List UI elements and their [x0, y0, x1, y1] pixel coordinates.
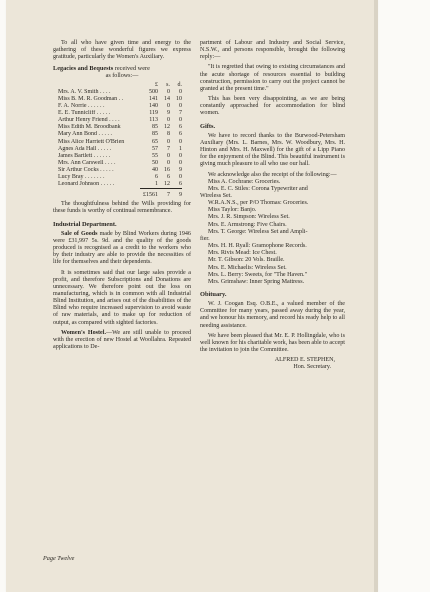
legacy-pounds: 6	[155, 174, 158, 180]
legacy-pence: 6	[179, 181, 182, 188]
legacy-row	[58, 160, 182, 167]
subscriptions-paragraph: It is sometimes said that our large sales provide a profit, and therefore Subscriptions and Donations are unnecessary. We therefore point out the loss on manufacturing, which is in common with all Industrial Blind Institution, and arises out of the disabilities of the Blind who require increased supervision to avoid waste of raw materials, and to make up for reduction of output, as compared with sighted factories.	[53, 269, 191, 326]
legacy-row	[58, 124, 182, 131]
legacy-pence: 0	[179, 138, 182, 145]
gift-item: Mrs. Grimshaw: Inner Spring Mattress.	[208, 278, 305, 285]
page-footer: Page Twelve	[43, 555, 75, 562]
legacy-name: Mrs. Ann Carswell . . . .	[58, 159, 116, 166]
legacy-row	[58, 146, 182, 153]
quote-paragraph: "It is regretted that owing to existing circumstances and the acute shortage of resources essential to building construction, permission to carry out the project cannot be granted at the present time."	[200, 64, 345, 92]
gift-item: Mrs. E. Armstrong: Five Chairs.	[208, 221, 287, 228]
legacy-pounds: 140	[149, 103, 158, 110]
legacy-name: Miss B. M. R. Goodman . .	[58, 95, 124, 102]
legacy-shillings: 0	[167, 159, 170, 166]
disappointing-paragraph: This has been very disappointing, as we are being constantly approached for accommodation for blind women.	[200, 96, 345, 117]
legacy-shillings: 12	[164, 181, 170, 188]
continued-paragraph: partment of Labour and Industry and Social Service, N.S.W., and persons responsible, brought the following reply:—	[200, 40, 345, 61]
hostel-paragraph	[53, 330, 191, 351]
legacy-shillings: 0	[167, 138, 170, 145]
legacy-name: Sir Arthur Cocks . . . . .	[58, 166, 114, 173]
legacy-shillings: 6	[167, 174, 170, 180]
gift-list	[200, 179, 345, 286]
legacy-row	[58, 153, 182, 160]
legacy-pence: 6	[179, 131, 182, 138]
legacy-pence: 7	[179, 110, 182, 117]
legacies-received-text: received were	[114, 65, 150, 73]
legacy-name: Mrs. A. V. Smith . . . .	[58, 88, 111, 95]
gifts-heading: Gifts.	[200, 122, 216, 130]
legacies-heading-line	[53, 65, 191, 72]
legacy-pounds: 65	[152, 138, 158, 145]
legacy-shillings: 0	[167, 88, 170, 95]
signature-title: Hon. Secretary.	[293, 364, 331, 371]
sale-paragraph	[53, 231, 191, 267]
left-column	[53, 40, 191, 354]
legacy-pence: 0	[179, 174, 182, 180]
legacy-name: E. E. Tunnicliff . . . . .	[58, 110, 111, 117]
legacy-pence: 0	[179, 88, 182, 95]
legacies-subheading: as follows:—	[105, 72, 139, 79]
legacy-row	[58, 131, 182, 138]
total-pounds: £1561	[140, 189, 158, 200]
legacy-name: F. A. Norrie . . . . . .	[58, 103, 105, 110]
legacy-name: Leonard Johnson . . . . .	[58, 181, 115, 188]
legacy-shillings: 16	[164, 166, 170, 173]
legacy-row	[58, 96, 182, 103]
legacy-shillings: 8	[167, 131, 170, 138]
legacy-pence: 1	[179, 145, 182, 152]
gift-item: Mr. T. Gibson: 20 Vols. Braille.	[208, 257, 285, 264]
legacy-pounds: 55	[152, 152, 158, 159]
page-edge	[374, 0, 378, 592]
legacies-heading: Legacies and Bequests	[53, 65, 114, 73]
legacy-row	[58, 103, 182, 110]
shillings-header: s.	[166, 81, 170, 88]
total-pence: 9	[170, 189, 182, 200]
legacy-pence: 0	[179, 103, 182, 110]
gift-item: W.R.A.N.S., per P/O Thomas: Groceries.	[208, 200, 309, 207]
legacy-shillings: 0	[167, 117, 170, 124]
legacy-shillings: 9	[167, 110, 170, 117]
legacy-row	[58, 110, 182, 117]
gift-item: Mrs. J. R. Simpson: Wireless Set.	[208, 214, 290, 221]
legacy-row	[58, 174, 182, 181]
gift-item: Mrs. E. Michaelis: Wireless Set.	[208, 264, 287, 271]
gifts-paragraph: We have to record thanks to the Burwood-Petersham Auxiliary (Mrs. L. Barnes, Mrs. W. Woodbury, Mrs. H. Hinton and Mrs. H. Maxwell) for the gift of a Lipp Piano for the enjoyment of the Blind. This beautiful instrument is giving much pleasure to all who use our hall.	[200, 132, 345, 168]
legacy-shillings: 14	[164, 95, 170, 102]
legacy-shillings: 12	[164, 124, 170, 131]
legacy-pounds: 57	[152, 145, 158, 152]
hollingdale-paragraph: We have been pleased that Mr. E. P. Hollingdale, who is well known for his charitable work, has been able to accept the invitation to join the Committee.	[200, 332, 345, 354]
acknowledge-paragraph: We acknowledge also the receipt of the following:—	[208, 171, 337, 178]
legacy-pence: 0	[179, 117, 182, 124]
legacy-name: Miss Alice Harriett O'Brien	[58, 138, 125, 145]
legacy-name: Agnes Ada Hall . . . . .	[58, 145, 112, 152]
legacies-total-row	[58, 189, 182, 200]
sale-text: made by Blind Workers during 1946 were £31,997 5s. 9d. and the quality of the goods produced is recognised as a credit to the workers who by their industry are able to provide the necessities of life for themselves and their dependents.	[53, 230, 191, 266]
legacy-pence: 0	[179, 152, 182, 159]
intro-paragraph: To all who have given time and energy to the gathering of these wonderful figures we express gratitude, particularly the Women's Auxiliary.	[53, 40, 191, 61]
legacy-row	[58, 167, 182, 174]
gift-item: Mrs. H. H. Ryall: Gramophone Records.	[208, 243, 307, 250]
legacy-pence: 9	[179, 166, 182, 173]
legacy-pounds: 141	[149, 95, 158, 102]
legacy-pounds: 1	[155, 181, 158, 188]
legacy-name: Arthur Henry Friend . . . .	[58, 117, 120, 124]
legacy-name: James Bartlett . . . . . .	[58, 152, 111, 159]
legacy-pounds: 113	[149, 117, 158, 124]
legacy-row	[58, 181, 182, 189]
signature-name: ALFRED E. STEPHEN,	[274, 357, 335, 364]
legacy-pounds: 50	[152, 159, 158, 166]
gift-item: Wireless Set.	[200, 192, 232, 199]
gift-item: Miss A. Cochrane: Groceries.	[208, 178, 281, 185]
wills-paragraph: The thoughtfulness behind the Wills providing for these funds is worthy of continual remembrance.	[53, 201, 191, 215]
legacy-row	[58, 117, 182, 124]
legacy-pounds: 40	[152, 166, 158, 173]
legacy-name: Lucy Bray . . . . . . .	[58, 174, 105, 180]
legacy-pounds: 85	[152, 131, 158, 138]
gift-item: Mrs. T. George: Wireless Set and Ampli-	[208, 228, 308, 235]
obituary-heading: Obituary.	[200, 291, 227, 298]
pounds-header: £	[155, 81, 158, 88]
legacy-row	[58, 89, 182, 96]
legacies-table	[58, 82, 182, 200]
legacy-pounds: 500	[149, 88, 158, 95]
gift-item: Mrs. Rivis Mead: Ice Chest.	[208, 250, 277, 257]
hostel-lead: Women's Hostel.	[61, 329, 106, 336]
legacy-shillings: 0	[167, 152, 170, 159]
legacy-name: Mary Ann Bond . . . . .	[58, 131, 112, 138]
obituary-paragraph: W. J. Coogan Esq. O.B.E., a valued member of the Committee for many years, passed away during the year, and we honour his memory, and record his ready help to all needing assistance.	[200, 301, 345, 329]
legacy-name: Miss Edith M. Broodbank	[58, 124, 121, 131]
hostel-text: —We are still unable to proceed with the erection of new Hostel at Woollahra. Repeated applications to De-	[53, 329, 192, 351]
right-column	[200, 40, 345, 372]
industrial-heading: Industrial Department.	[53, 220, 117, 228]
legacy-shillings: 0	[167, 103, 170, 110]
legacy-pence: 0	[179, 159, 182, 166]
legacy-pounds: 85	[152, 124, 158, 131]
legacy-row	[58, 139, 182, 146]
legacies-header-row	[58, 82, 182, 89]
legacy-pence: 10	[176, 95, 182, 102]
legacy-pounds: 119	[149, 110, 158, 117]
legacy-shillings: 7	[167, 145, 170, 152]
pence-header: d.	[177, 81, 182, 88]
gift-item: fier.	[200, 235, 210, 242]
total-shillings: 7	[158, 189, 170, 200]
legacy-pence: 6	[179, 124, 182, 131]
sale-lead: Sale of Goods	[61, 230, 98, 237]
gift-item: Mrs. E. C. Stiles: Corona Typewriter and	[208, 185, 308, 192]
gift-item: Mrs. L. Berry: Sweets, for "The Haven."	[208, 271, 308, 278]
gift-item: Miss Taylor: Banjo.	[208, 207, 257, 214]
